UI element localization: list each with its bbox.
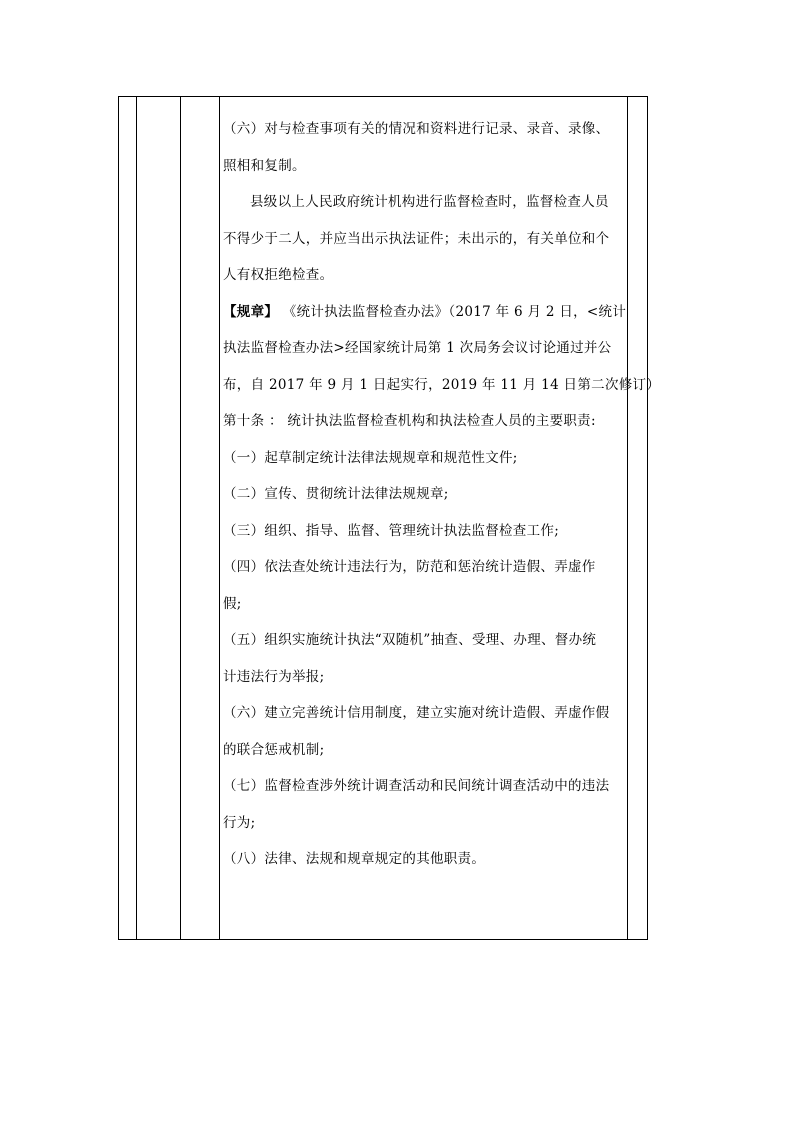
text-line: （一）起草制定统计法律法规规章和规范性文件; (223, 449, 518, 466)
text-line: 行为; (223, 814, 256, 831)
text-line: 县级以上人民政府统计机构进行监督检查时，监督检查人员 (250, 194, 609, 210)
text-line: （二）宣传、贯彻统计法律法规规章; (223, 486, 449, 502)
text-line: 的联合惩戒机制; (223, 741, 325, 758)
text-line: （八）法律、法规和规章规定的其他职责。 (223, 851, 486, 867)
text-line: 计违法行为举报; (223, 668, 325, 685)
text-line: 人有权拒绝检查。 (223, 267, 334, 283)
regulation-tag: 【规章】 (223, 303, 279, 320)
text-line: 执法监督检查办法>经国家统计局第 1 次局务会议讨论通过并公 (223, 340, 612, 356)
text-line: （六）对与检查事项有关的情况和资料进行记录、录音、录像、 (223, 121, 610, 137)
column-divider-1 (136, 97, 137, 939)
text-line: （三）组织、指导、监督、管理统计执法监督检查工作; (223, 522, 560, 539)
table-frame (118, 96, 661, 940)
text-line: 布，自 2017 年 9 月 1 日起实行，2019 年 11 月 14 日第二次修订） (223, 376, 661, 393)
column-divider-3 (219, 97, 220, 939)
text-line: 第十条 ： 统计执法监督检查机构和执法检查人员的主要职责: (223, 413, 596, 429)
content-cell (223, 111, 661, 878)
text-line: 不得少于二人，并应当出示执法证件；未出示的，有关单位和个 (223, 230, 610, 247)
column-divider-2 (180, 97, 181, 939)
text-line: 照相和复制。 (223, 157, 306, 174)
text-line: （五）组织实施统计执法“双随机”抽查、受理、办理、督办统 (223, 632, 597, 648)
text-line: 假; (223, 595, 242, 612)
regulation-title: 《统计执法监督检查办法》（2017 年 6 月 2 日，<统计 (278, 303, 627, 320)
column-divider-4 (627, 97, 628, 939)
text-line: （七）监督检查涉外统计调查活动和民间统计调查活动中的违法 (223, 778, 610, 794)
text-line: （四）依法查处统计违法行为，防范和惩治统计造假、弄虚作 (223, 559, 596, 575)
text-line (223, 294, 627, 331)
text-line: （六）建立完善统计信用制度，建立实施对统计造假、弄虚作假 (223, 705, 610, 721)
